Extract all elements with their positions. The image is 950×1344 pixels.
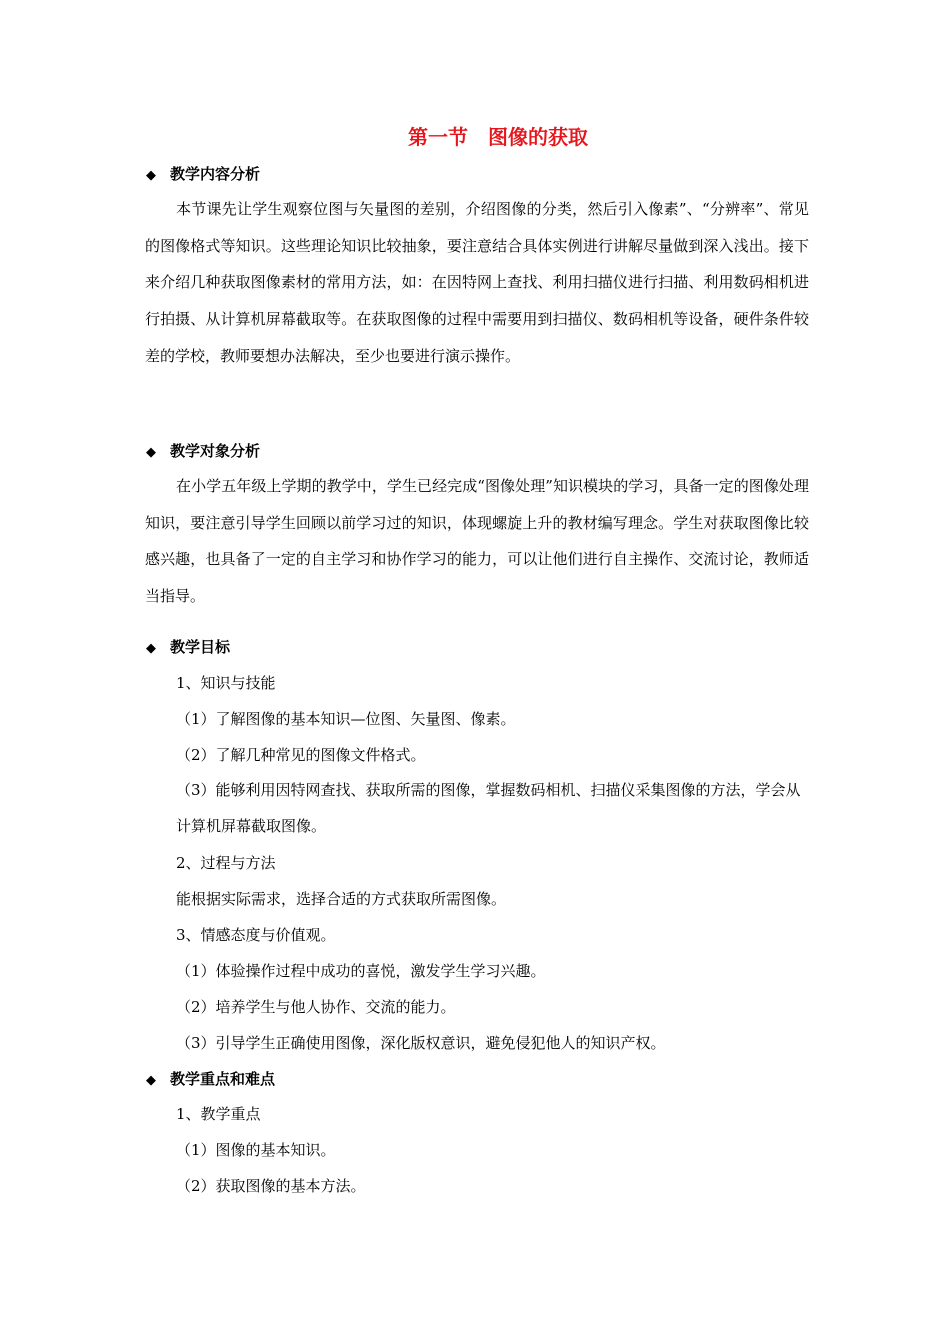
section-heading-object-analysis	[146, 441, 260, 463]
page-title: 第一节 图像的获取	[408, 125, 588, 149]
diamond-bullet-icon: ◆	[146, 1073, 156, 1088]
heading-text: 教学内容分析	[170, 165, 261, 183]
object-analysis-paragraph: 在小学五年级上学期的教学中，学生已经完成“图像处理”知识模块的学习，具备一定的图像处理知识，要注意引导学生回顾以前学习过的知识，体现螺旋上升的教材编写理念。学生对获取图像比较感兴趣，也具备了一定的自主学习和协作学习的能力，可以让他们进行自主操作、交流讨论，教师适当指导。	[145, 477, 809, 606]
goal-knowledge-title: 1、知识与技能	[176, 674, 276, 692]
heading-text: 教学目标	[170, 638, 231, 656]
goal-process-text: 能根据实际需求，选择合适的方式获取所需图像。	[176, 890, 507, 908]
diamond-bullet-icon: ◆	[146, 641, 156, 656]
goal-emotion-item: （3）引导学生正确使用图像，深化版权意识，避免侵犯他人的知识产权。	[176, 1034, 666, 1052]
key-item: （1）图像的基本知识。	[176, 1141, 336, 1159]
section-heading-key-points	[146, 1069, 275, 1091]
diamond-bullet-icon: ◆	[146, 445, 156, 460]
content-analysis-paragraph: 本节课先让学生观察位图与矢量图的差别，介绍图像的分类，然后引入像素”、“分辨率”、常见的图像格式等知识。这些理论知识比较抽象，要注意结合具体实例进行讲解尽量做到深入浅出。接下来介绍几种获取图像素材的常用方法，如：在因特网上查找、利用扫描仪进行扫描、利用数码相机进行拍摄、从计算机屏幕截取等。在获取图像的过程中需要用到扫描仪、数码相机等设备，硬件条件较差的学校，教师要想办法解决，至少也要进行演示操作。	[145, 200, 809, 365]
goal-knowledge-item: （1）了解图像的基本知识—位图、矢量图、像素。	[176, 710, 516, 728]
goal-emotion-item: （2）培养学生与他人协作、交流的能力。	[176, 998, 456, 1016]
key-title: 1、教学重点	[176, 1105, 261, 1123]
heading-text: 教学对象分析	[170, 442, 261, 460]
goal-knowledge-item: （3）能够利用因特网查找、获取所需的图像，掌握数码相机、扫描仪采集图像的方法，学会从计算机屏幕截取图像。	[176, 781, 801, 835]
heading-text: 教学重点和难点	[170, 1070, 276, 1088]
section-heading-goals	[146, 637, 230, 659]
diamond-bullet-icon: ◆	[146, 168, 156, 183]
key-item: （2）获取图像的基本方法。	[176, 1177, 366, 1195]
goal-process-title: 2、过程与方法	[176, 854, 276, 872]
section-heading-content-analysis	[146, 164, 260, 186]
goal-emotion-item: （1）体验操作过程中成功的喜悦，激发学生学习兴趣。	[176, 962, 546, 980]
goal-knowledge-item: （2）了解几种常见的图像文件格式。	[176, 746, 426, 764]
goal-emotion-title: 3、情感态度与价值观。	[176, 926, 336, 944]
